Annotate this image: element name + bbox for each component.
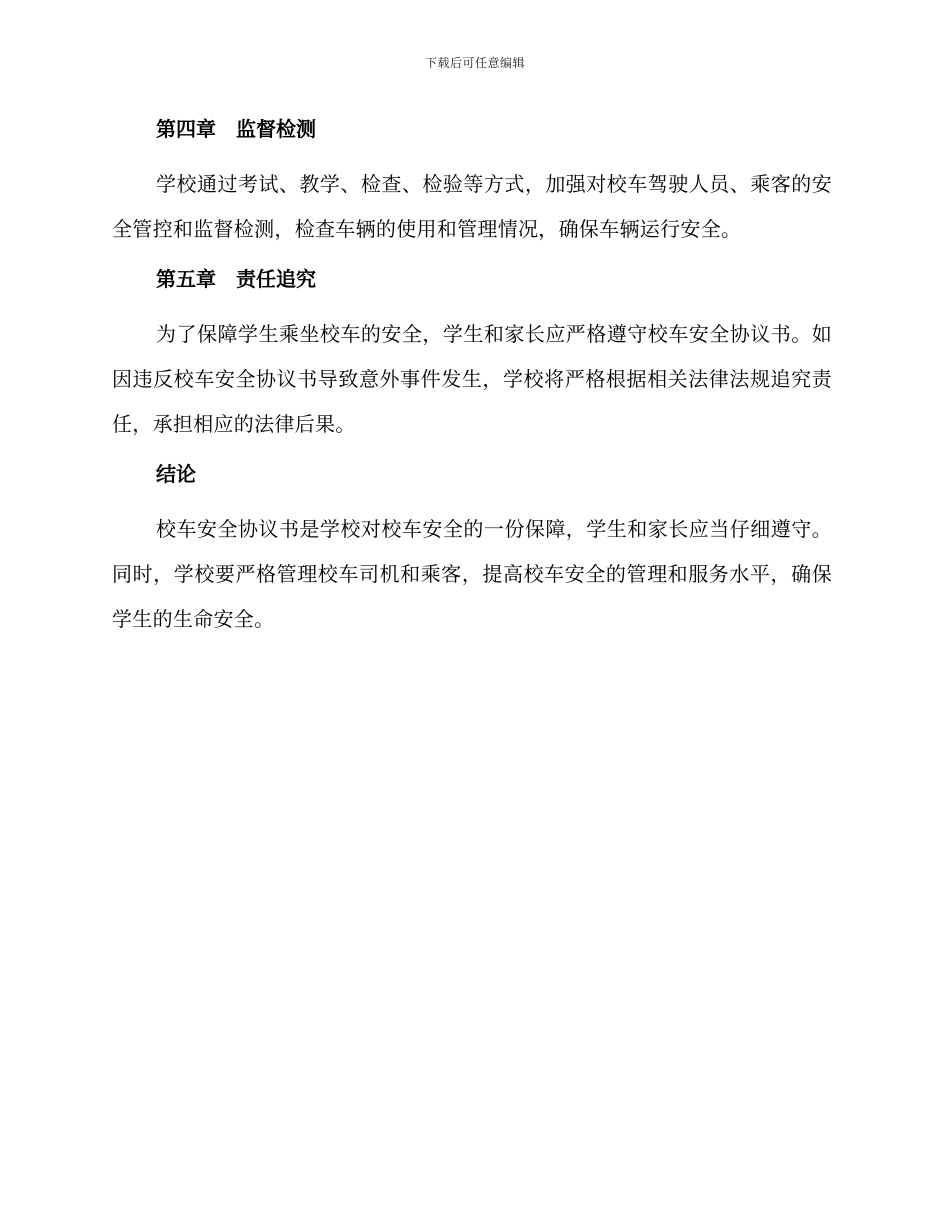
spacer (112, 146, 832, 162)
section-paragraph: 校车安全协议书是学校对校车安全的一份保障，学生和家长应当仔细遵守。同时，学校要严格管理校车司机和乘客，提高校车安全的管理和服务水平，确保学生的生命安全。 (112, 517, 832, 631)
section-title: 结论 (156, 462, 196, 486)
spacer (112, 447, 832, 457)
spacer (112, 252, 832, 262)
spacer (112, 296, 832, 312)
section-title: 第四章 监督检测 (156, 117, 316, 141)
section-paragraph: 为了保障学生乘坐校车的安全，学生和家长应严格遵守校车安全协议书。如因违反校车安全协议书导致意外事件发生，学校将严格根据相关法律法规追究责任，承担相应的法律后果。 (112, 322, 832, 436)
section-title: 第五章 责任追究 (156, 267, 316, 291)
section-conclusion (112, 457, 832, 642)
section-paragraph: 学校通过考试、教学、检查、检验等方式，加强对校车驾驶人员、乘客的安全管控和监督检测，检查车辆的使用和管理情况，确保车辆运行安全。 (112, 172, 832, 241)
page-header-note: 下载后可任意编辑 (424, 56, 525, 70)
document-content (112, 112, 832, 642)
spacer (112, 491, 832, 507)
section-chapter-5 (112, 262, 832, 457)
section-chapter-4 (112, 112, 832, 262)
